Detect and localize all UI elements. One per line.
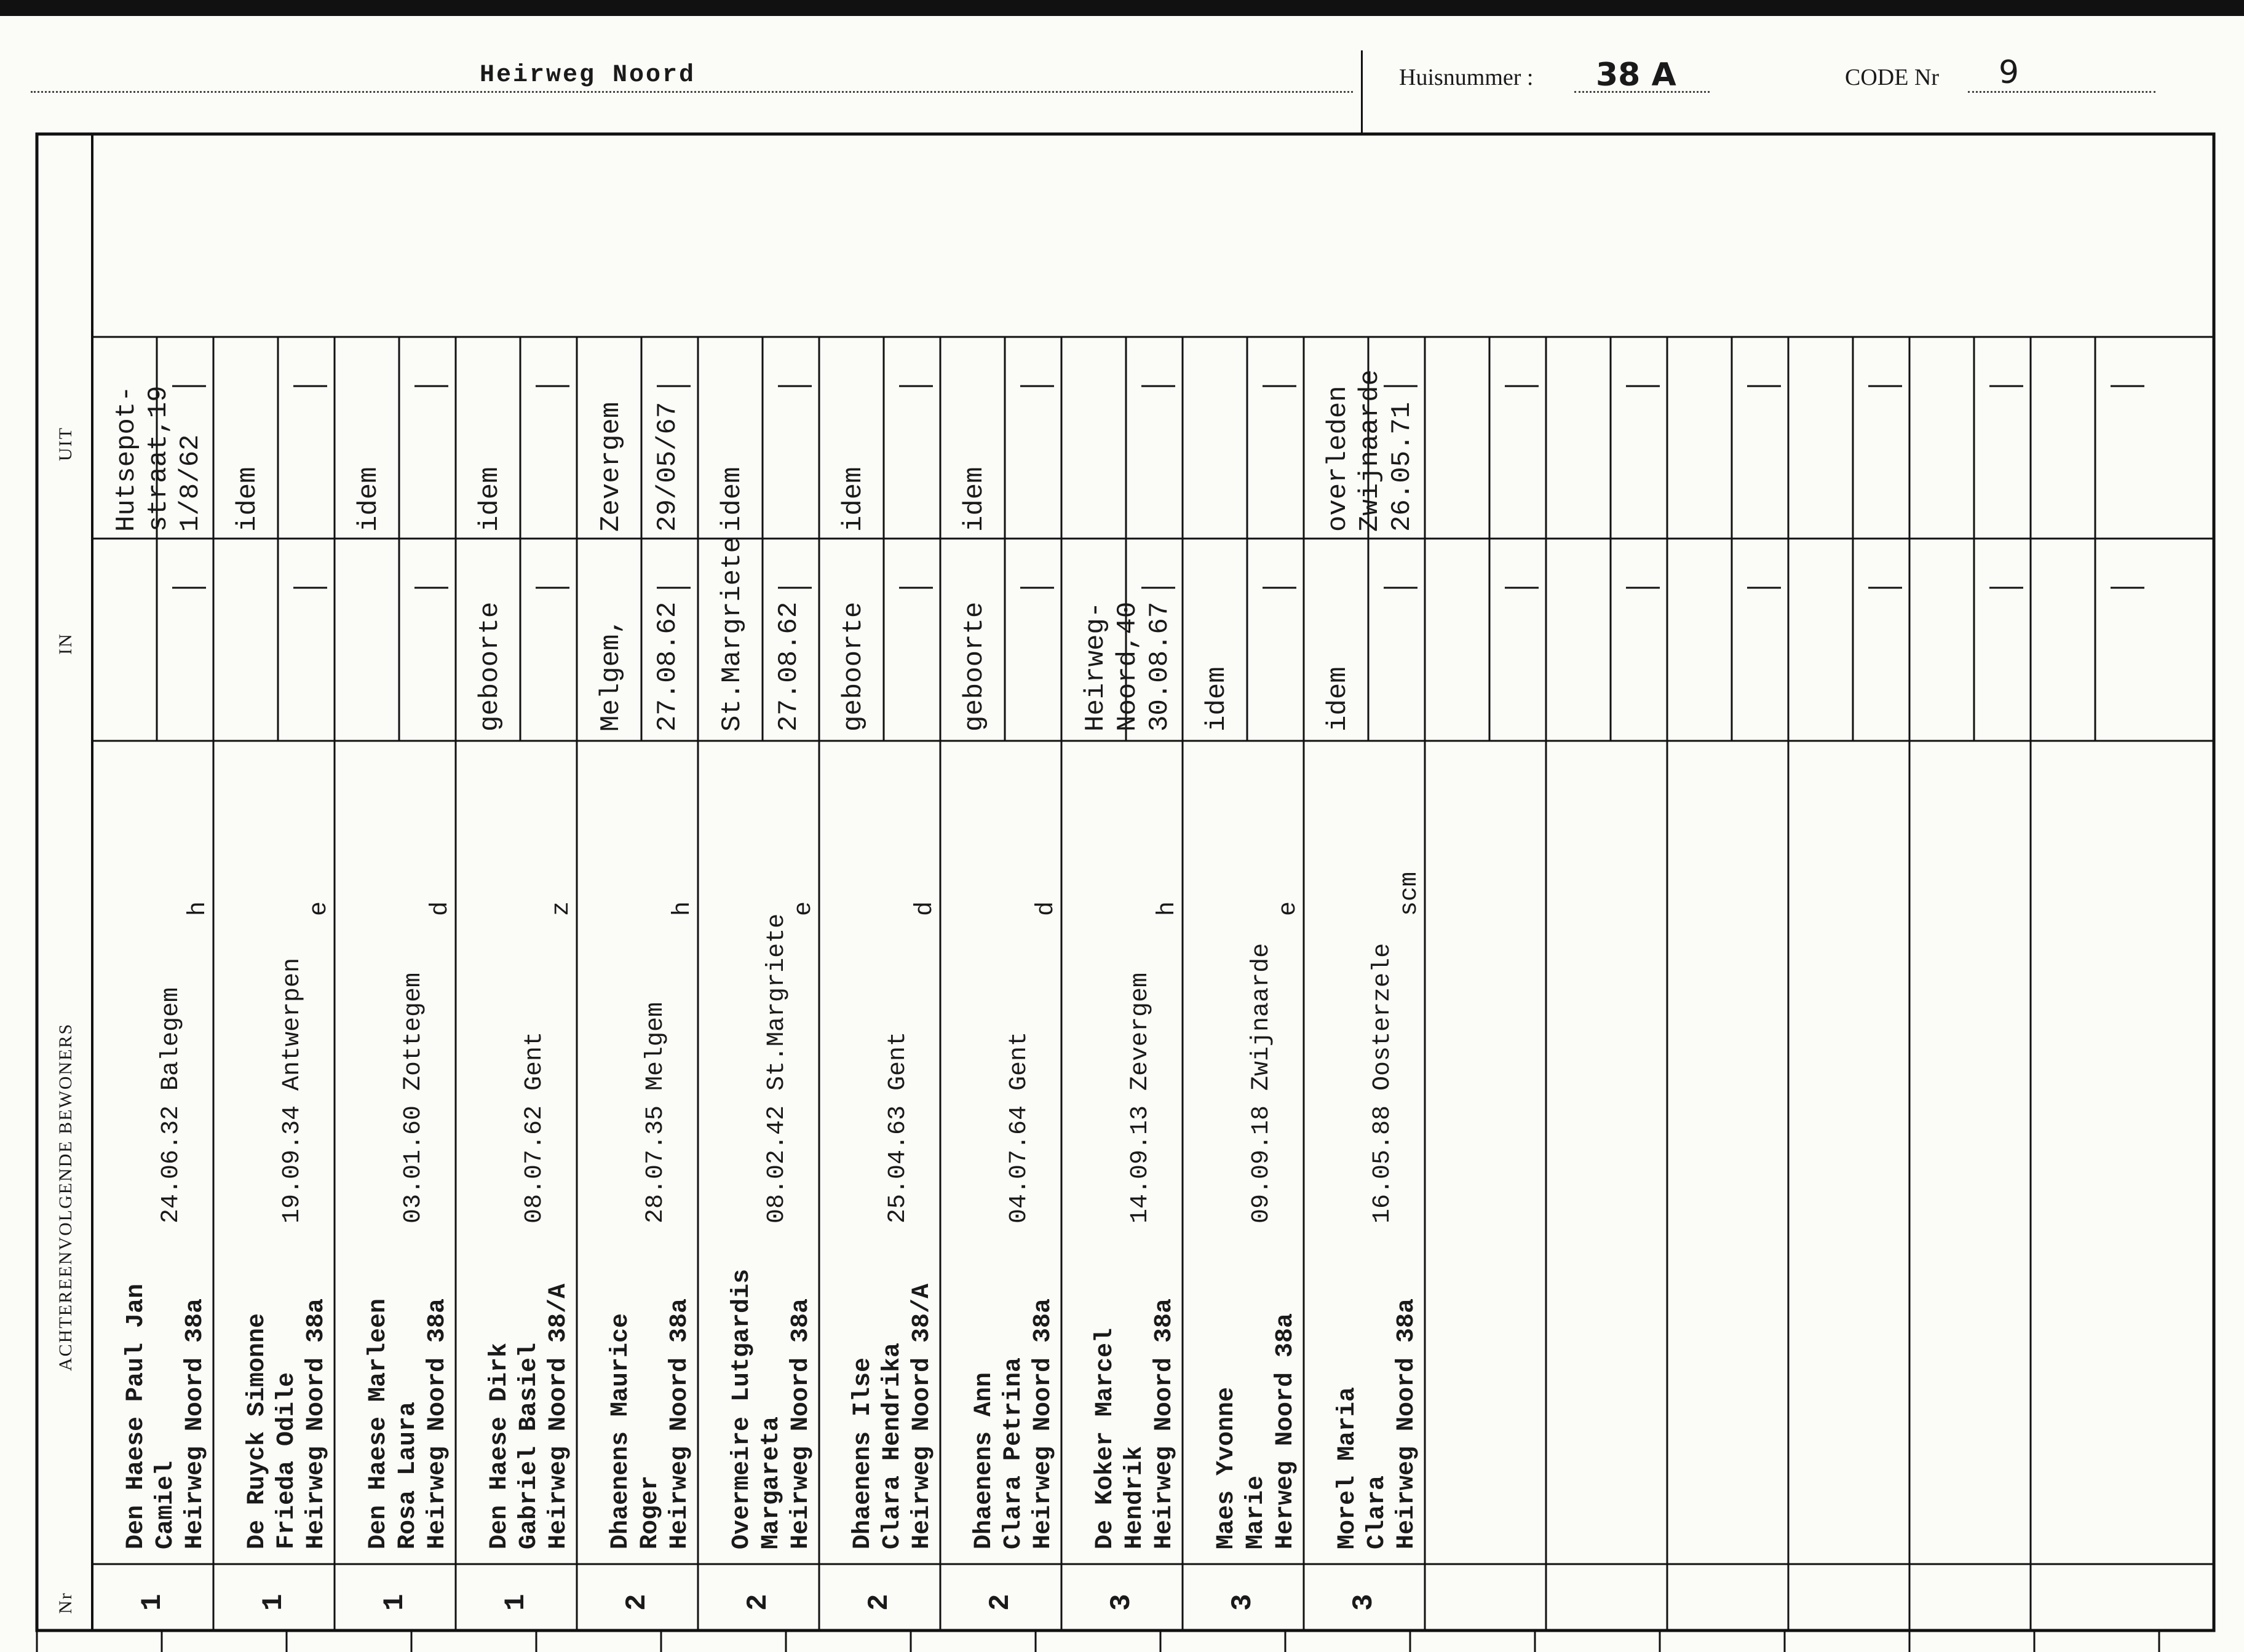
uit-line: idem [232, 467, 263, 532]
uit-line: overleden [1323, 385, 1354, 532]
nr-header: Nr [55, 1592, 76, 1614]
resident-name-line: Roger [636, 1475, 664, 1549]
resident-code: d [1033, 901, 1060, 916]
resident-in-entry [959, 602, 991, 732]
resident-in-entry [474, 602, 506, 732]
resident-uit-entry [716, 467, 748, 532]
resident-name-line: Heirweg Noord 38/A [545, 1283, 573, 1549]
in-line: geboorte [959, 601, 990, 732]
resident-uit-entry [353, 467, 385, 532]
resident-name-line: De Koker Marcel [1092, 1327, 1119, 1549]
resident-name-line: Dhaenens Ann [970, 1372, 998, 1549]
uit-line: idem [354, 467, 384, 532]
resident-code: h [669, 901, 697, 916]
in-line: 27.08.62 [774, 601, 804, 732]
resident-nr: 1 [500, 1594, 532, 1611]
resident-in-entry [1322, 666, 1354, 732]
resident-name-line: Heirweg Noord 38a [1393, 1298, 1421, 1549]
resident-in-entry [1201, 666, 1233, 732]
resident-name-line: Marie [1242, 1475, 1270, 1549]
resident-name-line: Herweg Noord 38a [1272, 1313, 1299, 1549]
uit-line: idem [717, 467, 748, 532]
in-line: Heirweg- [1080, 601, 1111, 732]
resident-name-line: Overmeire Lutgardis [728, 1268, 756, 1549]
resident-name-block [849, 1284, 937, 1549]
resident-birth: 19.09.34 Antwerpen [279, 957, 306, 1223]
in-line: idem [1323, 666, 1354, 732]
resident-uit-entry [595, 402, 708, 532]
resident-name-block [728, 1269, 816, 1549]
resident-name-line: Heirweg Noord 38a [1151, 1298, 1178, 1549]
resident-birth: 14.09.13 Zevergem [1127, 972, 1154, 1223]
resident-name-block [364, 1298, 453, 1549]
resident-nr: 1 [379, 1594, 411, 1611]
street-name: Heirweg Noord [480, 61, 696, 89]
resident-birth: 04.07.64 Gent [1005, 1031, 1033, 1223]
resident-in-entry [716, 537, 830, 732]
resident-name-block [122, 1284, 210, 1549]
resident-name-line: Frieda Odile [273, 1372, 301, 1549]
uit-header: UIT [55, 427, 76, 461]
resident-name-line: Heirweg Noord 38a [181, 1298, 209, 1549]
resident-name-line: Clara [1363, 1475, 1391, 1549]
resident-birth: 16.05.88 Oosterzele [1369, 943, 1397, 1223]
uit-line: idem [475, 467, 505, 532]
resident-name-line: Camiel [152, 1460, 180, 1549]
resident-name-line: Dhaenens Ilse [849, 1357, 877, 1549]
resident-code: h [1154, 901, 1181, 916]
resident-code: e [306, 901, 333, 916]
resident-name-block [1212, 1313, 1301, 1549]
in-line: St.Margriete [717, 537, 748, 732]
uit-line: straat,19 [143, 385, 174, 532]
uit-line: 1/8/62 [175, 434, 206, 532]
resident-nr: 2 [985, 1594, 1017, 1611]
resident-code: z [548, 901, 576, 916]
resident-nr: 2 [863, 1594, 895, 1611]
resident-uit-entry [474, 467, 506, 532]
resident-uit-entry [1322, 370, 1418, 532]
resident-name-line: Den Haese Dirk [486, 1342, 513, 1549]
resident-nr: 3 [1348, 1594, 1380, 1611]
resident-birth: 03.01.60 Zottegem [400, 972, 427, 1223]
code-number-label: CODE Nr [1845, 65, 1940, 90]
in-line: 27.08.62 [652, 601, 683, 732]
resident-name-line: Den Haese Marleen [365, 1298, 392, 1549]
resident-in-entry [838, 602, 870, 732]
resident-name-block [970, 1298, 1058, 1549]
resident-uit-entry [838, 467, 870, 532]
resident-code: e [790, 901, 818, 916]
uit-line: 26.05.71 [1387, 401, 1417, 532]
resident-code: d [427, 901, 454, 916]
resident-code: scm [1396, 871, 1424, 916]
resident-code: e [1275, 901, 1302, 916]
resident-name-line: Rosa Laura [394, 1401, 422, 1549]
resident-name-line: Heirweg Noord 38/A [908, 1283, 936, 1549]
in-line: geboorte [838, 601, 869, 732]
resident-name-line: Heirweg Noord 38a [787, 1298, 815, 1549]
resident-birth: 24.06.32 Balegem [157, 987, 185, 1223]
in-line: Melgem, [596, 618, 627, 732]
uit-line: idem [959, 467, 990, 532]
resident-birth: 08.02.42 St.Margriete [763, 913, 791, 1223]
uit-line: Hutsepot- [111, 385, 142, 532]
resident-code: d [911, 901, 939, 916]
in-header: IN [55, 633, 76, 655]
uit-line: Zwijnaarde [1355, 369, 1386, 532]
resident-name-line: Dhaenens Maurice [607, 1313, 635, 1549]
resident-uit-entry [959, 467, 991, 532]
resident-name-line: Heirweg Noord 38a [1029, 1298, 1057, 1549]
resident-name-line: Gabriel Basiel [515, 1342, 543, 1549]
resident-name-block [243, 1298, 331, 1549]
resident-name-line: Den Haese Paul Jan [122, 1283, 150, 1549]
resident-name-line: Clara Hendrika [879, 1342, 906, 1549]
resident-name-line: Hendrik [1121, 1445, 1149, 1549]
resident-name-line: Morel Maria [1334, 1386, 1362, 1549]
resident-name-block [1333, 1298, 1422, 1549]
resident-name-line: Heirweg Noord 38a [424, 1298, 451, 1549]
in-line: Noord,40 [1112, 601, 1143, 732]
uit-line: Zevergem [596, 401, 627, 532]
resident-name-line: Heirweg Noord 38a [303, 1298, 330, 1549]
resident-birth: 28.07.35 Melgem [642, 1002, 670, 1223]
resident-uit-entry [111, 385, 207, 532]
resident-name-line: Maes Yvonne [1213, 1386, 1240, 1549]
resident-in-entry [1080, 602, 1176, 732]
resident-name-block [606, 1298, 695, 1549]
house-number-value: 38 A [1596, 57, 1676, 93]
in-line: geboorte [475, 601, 505, 732]
resident-name-line: De Ruyck Simonne [244, 1313, 271, 1549]
resident-name-line: Clara Petrina [1000, 1357, 1028, 1549]
code-number-value: 9 [1999, 54, 2020, 91]
uit-line: idem [838, 467, 869, 532]
resident-birth: 09.09.18 Zwijnaarde [1248, 943, 1275, 1223]
resident-name-line: Heirweg Noord 38a [666, 1298, 694, 1549]
house-number-label: Huisnummer : [1399, 65, 1534, 90]
resident-name-block [485, 1284, 574, 1549]
resident-birth: 25.04.63 Gent [884, 1031, 912, 1223]
resident-uit-entry [232, 467, 264, 532]
resident-name-line: Margareta [758, 1416, 785, 1549]
in-line: idem [1202, 666, 1232, 732]
resident-in-entry [595, 602, 708, 732]
resident-nr: 3 [1106, 1594, 1138, 1611]
resident-nr: 1 [137, 1594, 168, 1611]
resident-name-block [1091, 1298, 1179, 1549]
in-line: 30.08.67 [1144, 601, 1175, 732]
resident-code: h [184, 901, 212, 916]
resident-nr: 3 [1227, 1594, 1259, 1611]
resident-nr: 1 [258, 1594, 290, 1611]
resident-birth: 08.07.62 Gent [521, 1031, 549, 1223]
resident-nr: 2 [621, 1594, 653, 1611]
resident-nr: 2 [742, 1594, 774, 1611]
uit-line: 29/05/67 [652, 401, 683, 532]
bewoners-header: ACHTEREENVOLGENDE BEWONERS [55, 1022, 76, 1371]
